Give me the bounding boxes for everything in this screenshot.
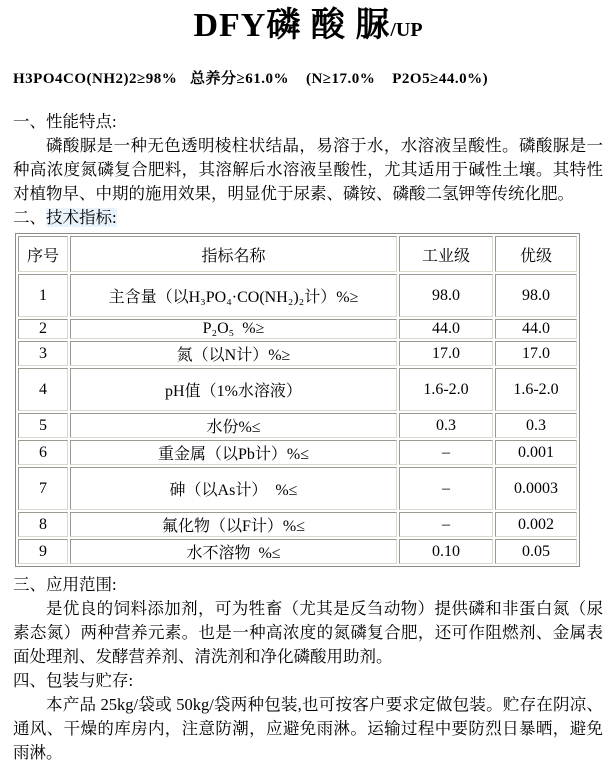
cell-no: 5	[18, 413, 68, 438]
header-cell-premium: 优级	[495, 236, 577, 272]
cell-industrial: 0.3	[399, 413, 493, 438]
header-cell-name: 指标名称	[70, 236, 397, 272]
cell-premium: 17.0	[495, 341, 577, 366]
table-row	[18, 274, 577, 317]
cell-no: 1	[18, 274, 68, 317]
section-1-body: 磷酸脲是一种无色透明棱柱状结晶，易溶于水，水溶液呈酸性。磷酸脲是一种高浓度氮磷复合肥料，其溶解后水溶液呈酸性，尤其适用于碱性土壤。其特性对植物早、中期的施用效果，明显优于尿素、磷铵、磷酸二氢钾等传统化肥。	[13, 136, 603, 203]
cell-premium: 0.002	[495, 512, 577, 537]
section-4-body: 本产品 25kg/袋或 50kg/袋两种包装,也可按客户要求定做包装。贮存在阴凉、通风、干燥的库房内，注意防潮，应避免雨淋。运输过程中要防烈日暴晒，避免雨淋。	[13, 695, 603, 762]
table-row	[18, 440, 577, 465]
section-3-heading: 三、应用范围:	[13, 575, 117, 594]
table-row	[18, 319, 577, 339]
cell-no: 9	[18, 539, 68, 564]
table-row	[18, 413, 577, 438]
cell-name: 氟化物（以F计）%≤	[70, 512, 397, 537]
cell-name: 氮（以N计）%≥	[70, 341, 397, 366]
cell-industrial: –	[399, 440, 493, 465]
section-2-heading-text: 技术指标:	[46, 208, 117, 227]
page-title-main: DFY磷 酸 脲	[193, 7, 391, 44]
cell-name: 重金属（以Pb计）%≤	[70, 440, 397, 465]
cell-no: 4	[18, 368, 68, 411]
cell-no: 2	[18, 319, 68, 339]
cell-industrial: 98.0	[399, 274, 493, 317]
cell-no: 7	[18, 467, 68, 510]
section-4-heading: 四、包装与贮存:	[13, 671, 134, 690]
header-cell-industrial: 工业级	[399, 236, 493, 272]
cell-name: pH值（1%水溶液）	[70, 368, 397, 411]
cell-name: 水份%≤	[70, 413, 397, 438]
header-cell-no: 序号	[18, 236, 68, 272]
cell-name: 主含量（以H₃PO₄·CO(NH₂)₂计）%≥	[70, 274, 397, 317]
cell-name: P₂O₅ %≥	[70, 319, 397, 339]
cell-premium: 0.05	[495, 539, 577, 564]
cell-industrial: 0.10	[399, 539, 493, 564]
tech-spec-table	[15, 233, 580, 567]
cell-name: 砷（以As计） %≤	[70, 467, 397, 510]
section-3-body: 是优良的饲料添加剂，可为牲畜（尤其是反刍动物）提供磷和非蛋白氮（尿素态氮）两种营养元素。也是一种高浓度的氮磷复合肥，还可作阻燃剂、金属表面处理剂、发酵营养剂、清洗剂和净化磷酸用助剂。	[13, 599, 603, 666]
cell-industrial: 17.0	[399, 341, 493, 366]
cell-no: 8	[18, 512, 68, 537]
cell-premium: 0.001	[495, 440, 577, 465]
cell-premium: 98.0	[495, 274, 577, 317]
cell-premium: 44.0	[495, 319, 577, 339]
cell-no: 3	[18, 341, 68, 366]
section-2-heading-prefix: 二、	[13, 208, 46, 227]
table-row	[18, 368, 577, 411]
section-1-heading: 一、性能特点:	[13, 112, 117, 131]
cell-industrial: 1.6-2.0	[399, 368, 493, 411]
formula-line: H3PO4CO(NH2)2≥98% 总养分≥61.0% (N≥17.0% P2O5≥44.0%)	[13, 71, 489, 87]
table-header-row	[18, 236, 577, 272]
table-row	[18, 539, 577, 564]
table-row	[18, 512, 577, 537]
cell-premium: 1.6-2.0	[495, 368, 577, 411]
cell-premium: 0.0003	[495, 467, 577, 510]
cell-industrial: 44.0	[399, 319, 493, 339]
cell-premium: 0.3	[495, 413, 577, 438]
table-row	[18, 341, 577, 366]
cell-name: 水不溶物 %≤	[70, 539, 397, 564]
page-title-suffix: /UP	[390, 19, 423, 41]
cell-no: 6	[18, 440, 68, 465]
cell-industrial: –	[399, 512, 493, 537]
table-row	[18, 467, 577, 510]
section-2-heading	[13, 206, 603, 230]
cell-industrial: –	[399, 467, 493, 510]
page-title	[13, 4, 603, 54]
